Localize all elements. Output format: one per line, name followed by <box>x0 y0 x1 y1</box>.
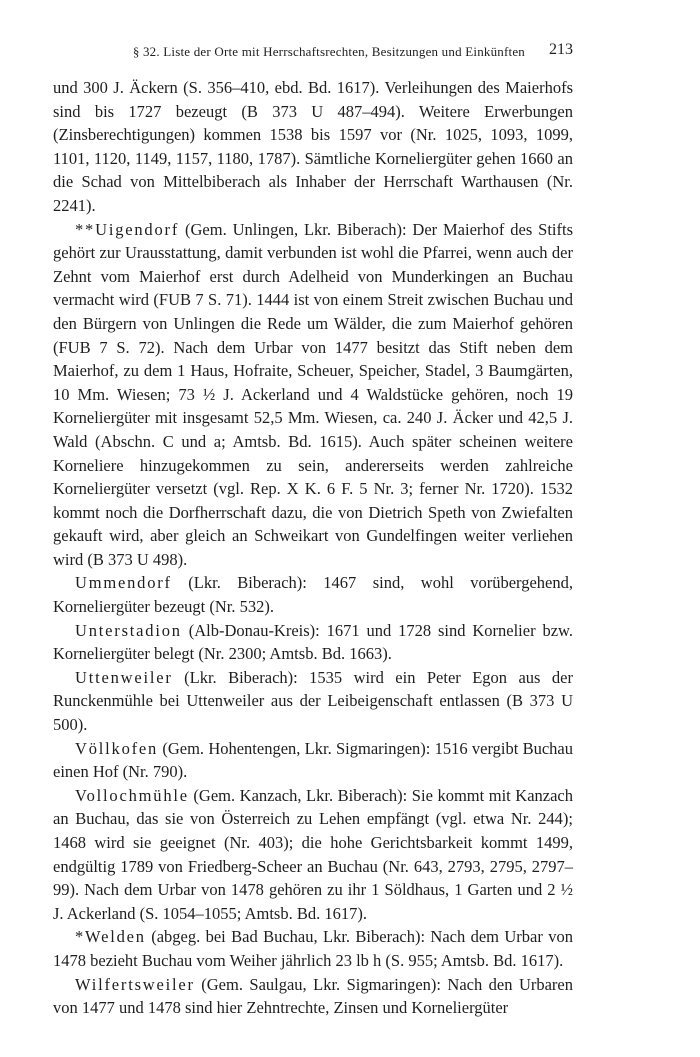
paragraph-text: (Gem. Hohentengen, Lkr. Sigmaringen): 1516 vergibt Buchau einen Hof (Nr. 790). <box>53 738 573 782</box>
paragraph-text: (abgeg. bei Bad Buchau, Lkr. Biberach): Nach dem Urbar von 1478 bezieht Buchau vom Weiher jährlich 23 lb h (S. 955; Amtsb. Bd. 1617). <box>53 927 573 970</box>
document-page <box>53 40 573 1020</box>
paragraph <box>53 76 573 218</box>
paragraph <box>53 218 573 572</box>
paragraph <box>53 666 573 737</box>
place-name: Unterstadion <box>75 620 182 640</box>
paragraph-text: (Gem. Saulgau, Lkr. Sigmaringen): Nach den Urbaren von 1477 und 1478 sind hier Zehntrechte, Zinsen und Korneliergüter <box>53 974 573 1018</box>
paragraph <box>53 737 573 784</box>
place-name: *Welden <box>75 927 146 947</box>
paragraph <box>53 925 573 972</box>
paragraph-text: (Gem. Kanzach, Lkr. Biberach): Sie kommt mit Kanzach an Buchau, das sie von Österreich zu Lehen empfängt (vgl. etwa Nr. 244); 1468 wird sie geeignet (Nr. 403); die hohe Gerichtsbarkeit kommt 1499, endgültig 1789 von Friedberg-Scheer an Buchau (Nr. 643, 2793, 2795, 2797–99). Nach dem Urbar von 1478 gehören zu ihr 1 Söldhaus, 1 Garten und 2 ½ J. Ackerland (S. 1054–1055; Amtsb. Bd. 1617). <box>53 785 573 923</box>
paragraph <box>53 973 573 1020</box>
place-name: Uttenweiler <box>75 667 173 687</box>
paragraph-text: (Lkr. Biberach): 1467 sind, wohl vorübergehend, Korneliergüter bezeugt (Nr. 532). <box>53 573 573 617</box>
paragraph-text: (Lkr. Biberach): 1535 wird ein Peter Egon aus der Runckenmühle bei Uttenweiler aus der Leibeigenschaft entlassen (B 373 U 500). <box>53 667 573 735</box>
place-name: Völlkofen <box>75 738 159 758</box>
running-header-title: § 32. Liste der Orte mit Herrschaftsrechten, Besitzungen und Einkünften <box>132 44 525 59</box>
running-header <box>53 40 573 62</box>
place-name: Vollochmühle <box>75 785 189 805</box>
paragraph-text: (Gem. Unlingen, Lkr. Biberach): Der Maierhof des Stifts gehört zur Urausstattung, damit verbunden ist wohl die Pfarrei, wenn auch der Zehnt vom Maierhof erst durch Adelheid von Munderkingen an Buchau vermacht wird (FUB 7 S. 71). 1444 ist von einem Streit zwischen Buchau und den Bürgern von Unlingen die Rede um Wälder, die zum Maierhof gehören (FUB 7 S. 72). Nach dem Urbar von 1477 besitzt das Stift neben dem Maierhof, zu dem 1 Haus, Hofraite, Scheuer, Speicher, Stadel, 3 Baumgärten, 10 Mm. Wiesen; 73 ½ J. Ackerland und 4 Waldstücke gehören, noch 19 Korneliergüter mit insgesamt 52,5 Mm. Wiesen, ca. 240 J. Äcker und 42,5 J. Wald (Abschn. C und a; Amtsb. Bd. 1615). Auch später scheinen weitere Korneliere hinzugekommen zu sein, andererseits werden zahlreiche Korneliergüter versetzt (vgl. Rep. X K. 6 F. 5 Nr. 3; ferner Nr. 1720). 1532 kommt noch die Dorfherrschaft dazu, die von Dietrich Speth von Zwiefalten gekauft wird, aber gleich an Schweikart von Gundelfingen weiter verliehen wird (B 373 U 498). <box>53 219 573 569</box>
paragraph <box>53 784 573 926</box>
body-text <box>53 76 573 1020</box>
paragraph-text: und 300 J. Äckern (S. 356–410, ebd. Bd. 1617). Verleihungen des Maierhofs sind bis 1727 bezeugt (B 373 U 487–494). Weitere Erwerbungen (Zinsberechtigungen) kommen 1538 bis 1597 vor (Nr. 1025, 1093, 1099, 1101, 1120, 1149, 1157, 1180, 1787). Sämtliche Korneliergüter gehen 1660 an die Schad von Mittelbiberach als Inhaber der Herrschaft Warthausen (Nr. 2241). <box>53 78 573 215</box>
place-name: **Uigendorf <box>75 219 180 239</box>
paragraph <box>53 619 573 666</box>
page-number: 213 <box>549 41 573 58</box>
place-name: Wilfertsweiler <box>75 974 195 994</box>
paragraph <box>53 571 573 618</box>
paragraph-text: (Alb-Donau-Kreis): 1671 und 1728 sind Kornelier bzw. Korneliergüter belegt (Nr. 2300; Amtsb. Bd. 1663). <box>53 620 573 664</box>
place-name: Ummendorf <box>75 573 172 593</box>
